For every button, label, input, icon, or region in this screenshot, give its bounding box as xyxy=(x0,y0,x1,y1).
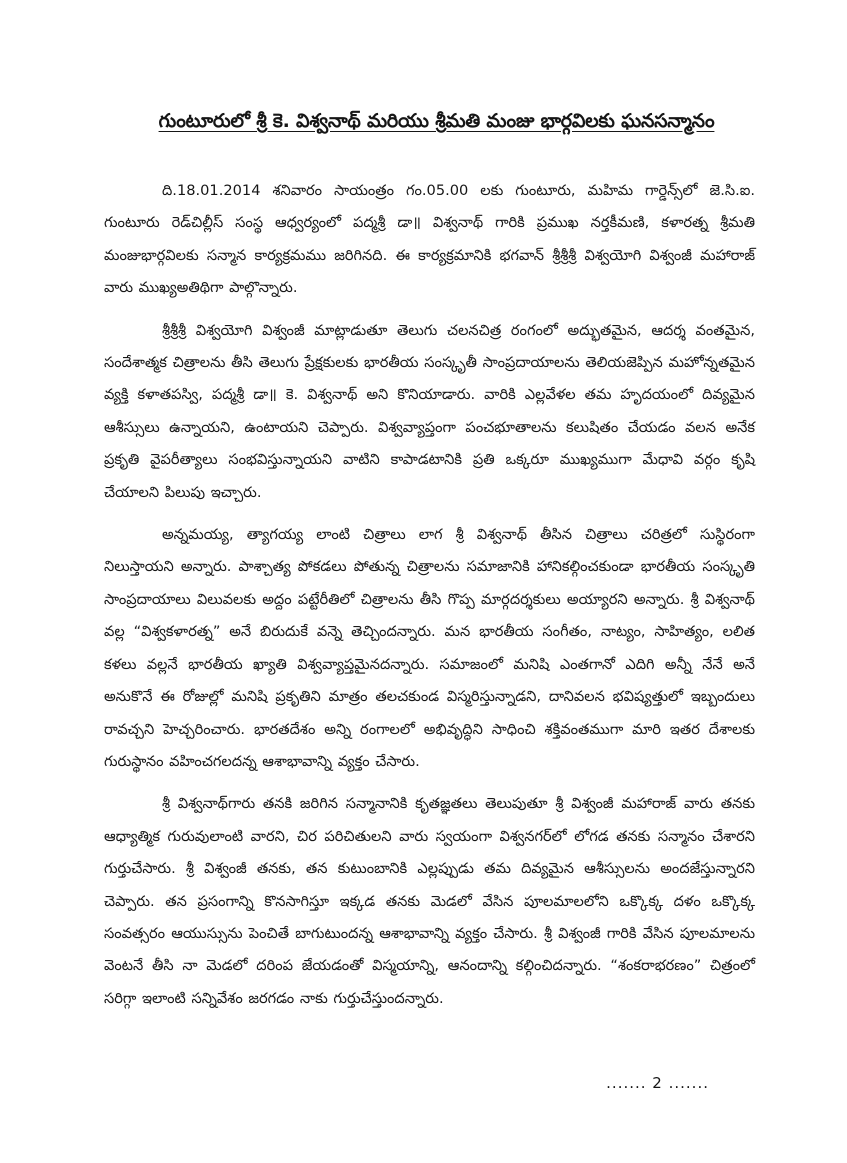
document-title: గుంటూరులో శ్రీ కె. విశ్వనాథ్ మరియు శ్రీమతి మంజు భార్గవిలకు ఘనసన్మానం xyxy=(158,110,715,132)
paragraph-4: శ్రీ విశ్వనాథ్‌గారు తనకి జరిగిన సన్మానానికి కృతజ్ఞతలు తెలుపుతూ శ్రీ విశ్వంజీ మహారాజ్ వారు తనకు ఆధ్యాత్మిక గురువులాంటి వారని, చిర పరిచితులని వారు స్వయంగా విశ్వనగర్‌లో లోగడ తనకు సన్మానం చేశారని గుర్తుచేసారు. శ్రీ విశ్వంజీ తనకు, తన కుటుంబానికి ఎల్లప్పుడు తమ దివ్యమైన ఆశీస్సులను అందజేస్తున్నారని చెప్పారు. తన ప్రసంగాన్ని కొనసాగిస్తూ ఇక్కడ తనకు మెడలో వేసిన పూలమాలలోని ఒక్కొక్క దళం ఒక్కొక్క సంవత్సరం ఆయుస్సును పెంచితే బాగుటుందన్న ఆశాభావాన్ని వ్యక్తం చేసారు. శ్రీ విశ్వంజీ గారికి వేసిన పూలమాలను వెంటనే తీసి నా మెడలో దరింప జేయడంతో విస్మయాన్ని, ఆనందాన్ని కల్గించిదన్నారు. “శంకరాభరణం” చిత్రంలో సరిగ్గా ఇలాంటి సన్నివేశం జరగడం నాకు గుర్తుచేస్తుందన్నారు. xyxy=(104,795,755,1007)
paragraph-2: శ్రీశ్రీశ్రీ విశ్వయోగి విశ్వంజీ మాట్లాడుతూ తెలుగు చలనచిత్ర రంగంలో అద్భుతమైన, ఆదర్శ వంతమైన, సందేశాత్మక చిత్రాలను తీసి తెలుగు ప్రేక్షకులకు భారతీయ సంస్కృతీ సాంప్రదాయాలను తెలియజెప్పిన మహోన్నతమైన వ్యక్తి కళాతపస్వి, పద్మశ్రీ డా॥ కె. విశ్వనాథ్ అని కొనియాడారు. వారికి ఎల్లవేళల తమ హృదయంలో దివ్యమైన ఆశీస్సులు ఉన్నాయని, ఉంటాయని చెప్పారు. విశ్వవ్యాప్తంగా పంచభూతాలను కలుషితం చేయడం వలన అనేక ప్రకృతి వైపరీత్యాలు సంభవిస్తున్నాయని వాటిని కాపాడటానికి ప్రతి ఒక్కరూ ముఖ్యముగా మేధావి వర్గం కృషి చేయాలని పిలుపు ఇచ్చారు. xyxy=(104,321,755,501)
page-number-marker: ....... 2 ....... xyxy=(606,1074,709,1092)
paragraph-3: అన్నమయ్య, త్యాగయ్య లాంటి చిత్రాలు లాగ శ్రీ విశ్వనాథ్ తీసిన చిత్రాలు చరిత్రలో సుస్థిరంగా నిలుస్తాయని అన్నారు. పాశ్చాత్య పోకడలు పోతున్న చిత్రాలను సమాజానికి హానికల్గించకుండా భారతీయ సంస్కృతి సాంప్రదాయాలు విలువలకు అద్దం పట్టేరీతిలో చిత్రాలను తీసి గొప్ప మార్గదర్శకులు అయ్యారని అన్నారు. శ్రీ విశ్వనాథ్ వల్ల “విశ్వకళారత్న” అనే బిరుదుకే వన్నె తెచ్చిందన్నారు. మన భారతీయ సంగీతం, నాట్యం, సాహిత్యం, లలిత కళలు వల్లనే భారతీయ ఖ్యాతి విశ్వవ్యాప్తమైనదన్నారు. సమాజంలో మనిషి ఎంతగానో ఎదిగి అన్నీ నేనే అనే అనుకొనే ఈ రోజుల్లో మనిషి ప్రకృతిని మాత్రం తలచకుండ విస్మరిస్తున్నాడని, దానివలన భవిష్యత్తులో ఇబ్బందులు రావచ్చని హెచ్చరించారు. భారతదేశం అన్ని రంగాలలో అభివృద్ధిని సాధించి శక్తివంతముగా మారి ఇతర దేశాలకు గురుస్థానం వహించగలదన్న ఆశాభావాన్ని వ్యక్తం చేసారు. xyxy=(104,526,755,770)
paragraph-1: ది.18.01.2014 శనివారం సాయంత్రం గం.05.00 లకు గుంటూరు, మహిమ గార్డెన్స్‌లో జె.సి.ఐ. గుంటూరు రెడ్‌చిల్లీస్ సంస్థ ఆధ్వర్యంలో పద్మశ్రీ డా॥ విశ్వనాథ్ గారికి ప్రముఖ నర్తకీమణి, కళారత్న శ్రీమతి మంజుభార్గవిలకు సన్మాన కార్యక్రమము జరిగినది. ఈ కార్యక్రమానికి భగవాన్ శ్రీశ్రీశ్రీ విశ్వయోగి విశ్వంజీ మహారాజ్ వారు ముఖ్యఅతిథిగా పాల్గొన్నారు. xyxy=(104,182,755,297)
